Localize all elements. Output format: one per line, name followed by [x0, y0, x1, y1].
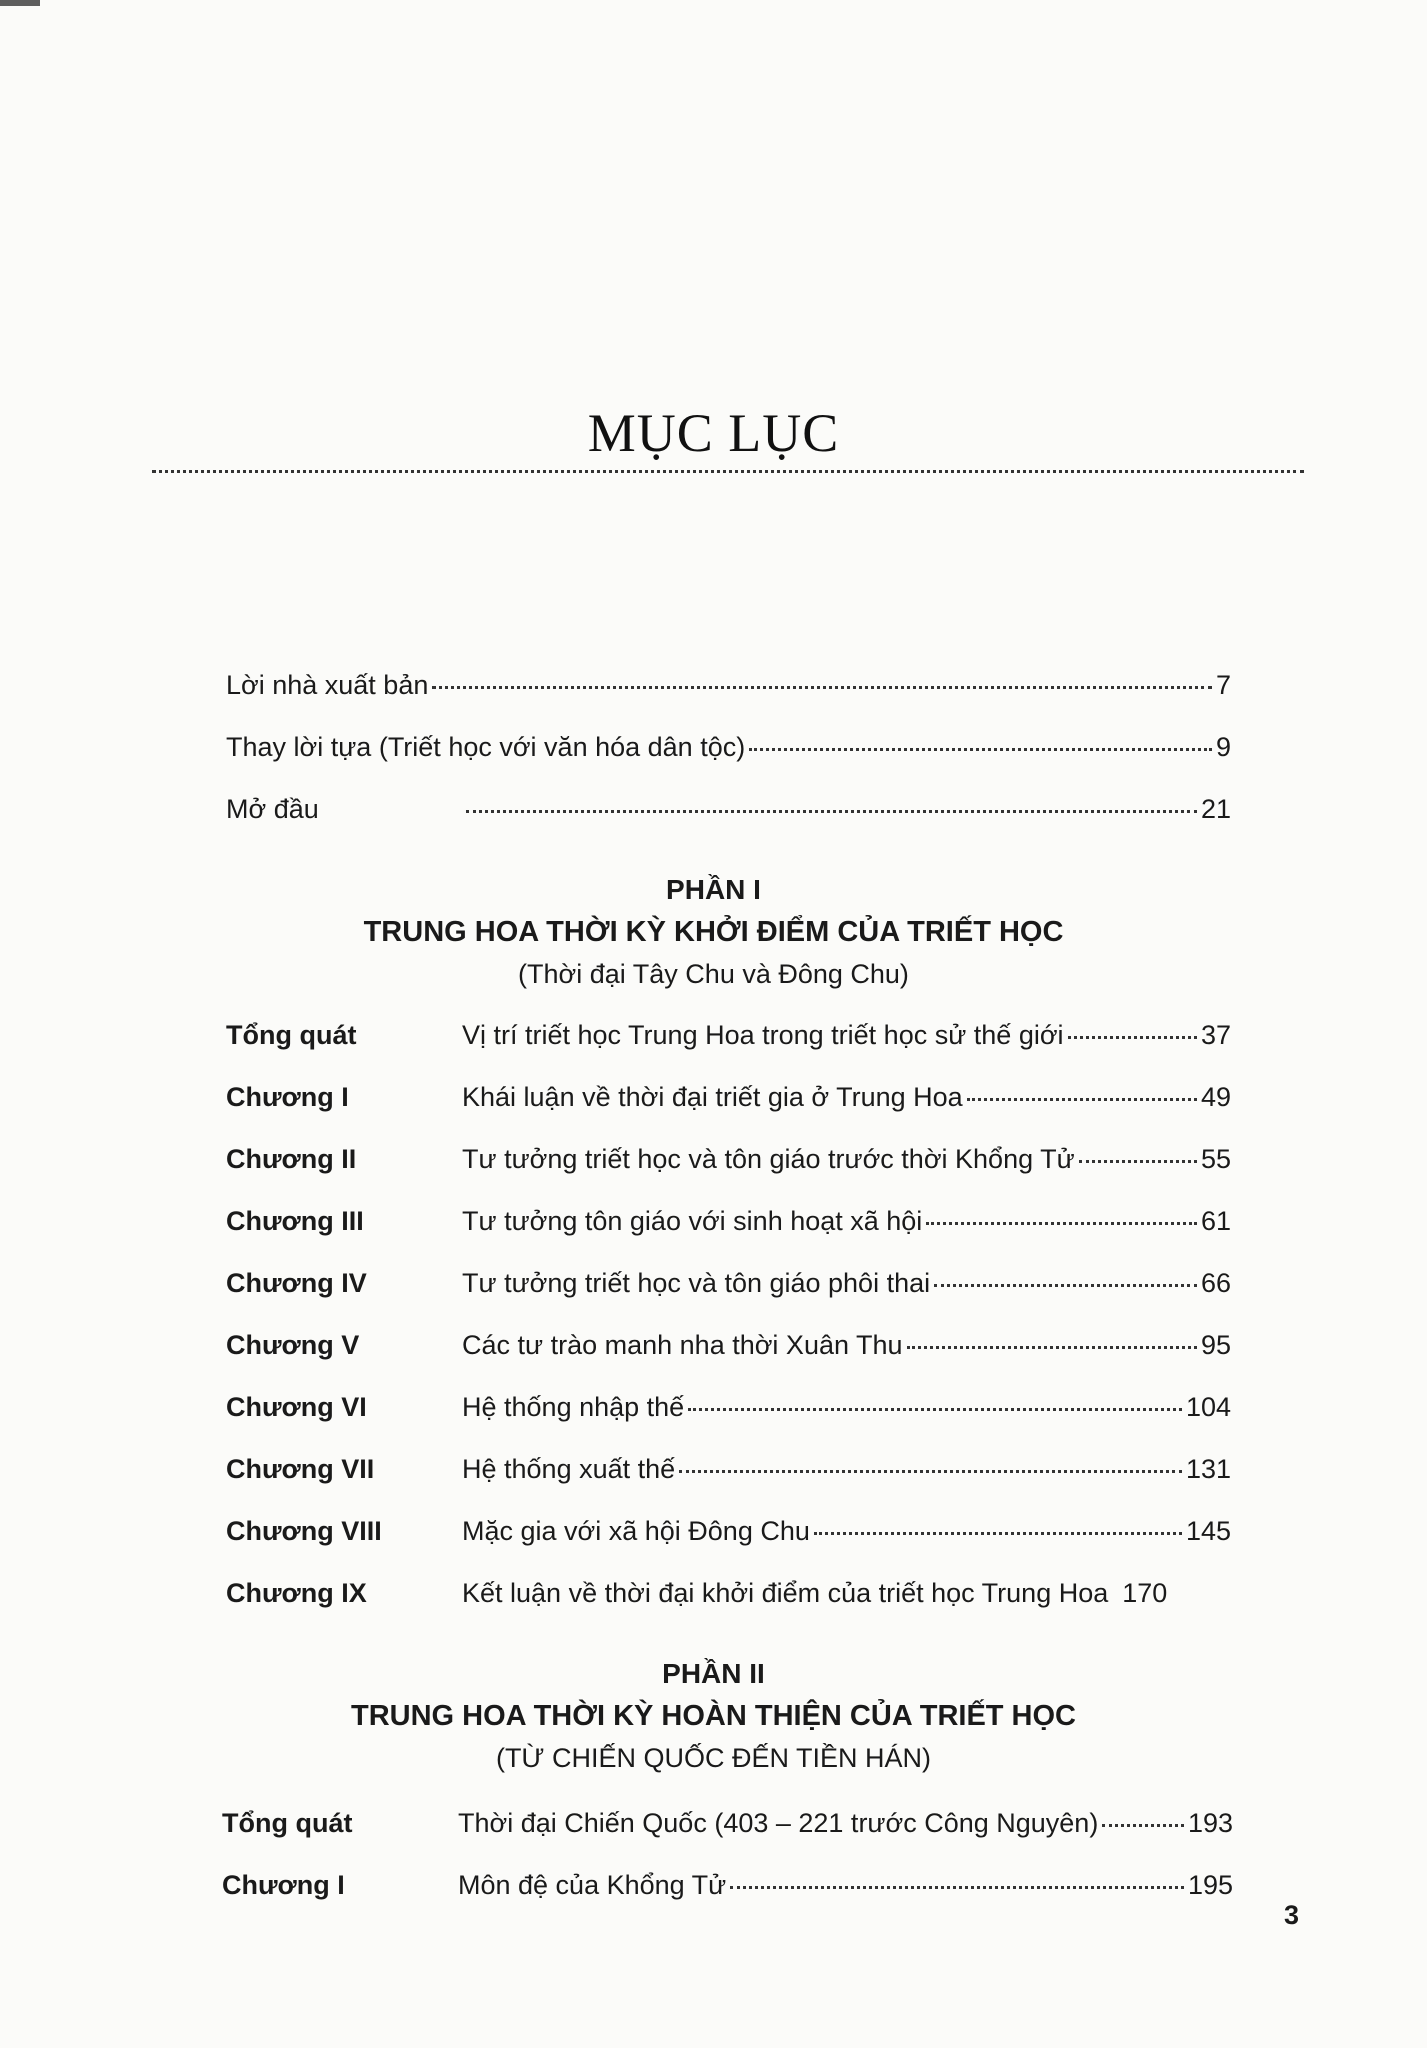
part2-number: PHẦN II	[662, 1658, 765, 1689]
toc-entry-text: Tư tưởng tôn giáo với sinh hoạt xã hội	[462, 1206, 923, 1236]
toc-entry-text: Hệ thống nhập thế	[462, 1392, 685, 1422]
toc-entry-text: Kết luận về thời đại khởi điểm của triết học Trung Hoa	[462, 1578, 1109, 1608]
part1-header	[0, 870, 1427, 994]
toc-entry-part1-3[interactable]	[226, 1144, 1231, 1184]
toc-entry-page: 9	[1215, 732, 1231, 762]
toc-entry-text: Hệ thống xuất thế	[462, 1454, 676, 1484]
part2-subtitle: (TỪ CHIẾN QUỐC ĐẾN TIỀN HÁN)	[495, 1743, 932, 1773]
toc-entry-label: Chương VIII	[226, 1516, 382, 1546]
dot-leader	[1079, 1160, 1197, 1163]
toc-entry-page: 49	[1200, 1082, 1231, 1112]
toc-entry-label: Chương IX	[226, 1578, 367, 1608]
toc-entry-page: 66	[1200, 1268, 1231, 1298]
toc-entry-part1-4[interactable]	[226, 1206, 1231, 1246]
toc-entry-text: Lời nhà xuất bản	[226, 670, 429, 700]
toc-entry-part1-6[interactable]	[226, 1330, 1231, 1370]
toc-entry-part2-2[interactable]	[222, 1870, 1233, 1910]
part1-subtitle: (Thời đại Tây Chu và Đông Chu)	[518, 959, 909, 989]
toc-entry-page: 195	[1187, 1870, 1233, 1900]
dot-leader	[688, 1408, 1182, 1411]
dot-leader	[814, 1532, 1182, 1535]
toc-entry-part1-9[interactable]	[226, 1516, 1231, 1556]
dot-leader	[1102, 1824, 1184, 1827]
title-dotted-rule	[152, 470, 1304, 473]
dot-leader	[730, 1886, 1184, 1889]
part1-title: TRUNG HOA THỜI KỲ KHỞI ĐIỂM CỦA TRIẾT HỌC	[363, 916, 1064, 948]
toc-entry-label: Mở đầu	[226, 794, 319, 824]
dot-leader	[934, 1284, 1197, 1287]
dot-leader	[1068, 1036, 1197, 1039]
toc-entry-part2-1[interactable]	[222, 1808, 1233, 1848]
dot-leader	[967, 1098, 1197, 1101]
toc-entry-page: 131	[1185, 1454, 1231, 1484]
toc-entry-text: Vị trí triết học Trung Hoa trong triết học sử thế giới	[462, 1020, 1064, 1050]
page-title: MỤC LỤC	[587, 403, 840, 463]
toc-entry-part1-2[interactable]	[226, 1082, 1231, 1122]
toc-entry-page: 95	[1200, 1330, 1231, 1360]
toc-entry-part1-7[interactable]	[226, 1392, 1231, 1432]
page-number: 3	[1284, 1900, 1300, 1930]
toc-entry-part1-1[interactable]	[226, 1020, 1231, 1060]
dot-leader	[749, 748, 1212, 751]
dot-leader	[679, 1470, 1182, 1473]
toc-entry-page: 145	[1185, 1516, 1231, 1546]
toc-entry-label: Chương V	[226, 1330, 360, 1360]
toc-entry-label: Chương I	[226, 1082, 349, 1112]
toc-entry-label: Chương III	[226, 1206, 364, 1236]
toc-entry-part1-5[interactable]	[226, 1268, 1231, 1308]
toc-entry-page: 21	[1200, 794, 1231, 824]
toc-entry-page: 37	[1200, 1020, 1231, 1050]
toc-entry-text: Các tư trào manh nha thời Xuân Thu	[462, 1330, 903, 1360]
toc-entry-page: 104	[1185, 1392, 1231, 1422]
toc-entry-text: Thời đại Chiến Quốc (403 – 221 trước Công Nguyên)	[458, 1808, 1099, 1838]
dot-leader	[926, 1222, 1197, 1225]
toc-entry-label: Chương IV	[226, 1268, 367, 1298]
toc-entry-text: Mặc gia với xã hội Đông Chu	[462, 1516, 810, 1546]
toc-entry-label: Chương VI	[226, 1392, 367, 1422]
toc-entry-label: Chương VII	[226, 1454, 375, 1484]
toc-entry-label: Tổng quát	[222, 1808, 353, 1838]
toc-entry-page: 193	[1187, 1808, 1233, 1838]
toc-entry-page: 55	[1200, 1144, 1231, 1174]
toc-entry-text: Thay lời tựa (Triết học với văn hóa dân tộc)	[226, 732, 746, 762]
toc-entry-page: 170	[1122, 1578, 1168, 1608]
dot-leader	[466, 810, 1197, 813]
toc-entry-part1-10[interactable]	[226, 1578, 1231, 1618]
toc-entry-front-3[interactable]	[226, 794, 1231, 834]
scan-edge-mark	[0, 0, 40, 6]
toc-entry-page: 7	[1215, 670, 1231, 700]
toc-entry-page: 61	[1200, 1206, 1231, 1236]
part1-number: PHẦN I	[666, 874, 761, 905]
part2-title: TRUNG HOA THỜI KỲ HOÀN THIỆN CỦA TRIẾT HỌC	[350, 1700, 1076, 1732]
toc-entry-label: Tổng quát	[226, 1020, 357, 1050]
toc-entry-part1-8[interactable]	[226, 1454, 1231, 1494]
dot-leader	[907, 1346, 1197, 1349]
toc-entry-label: Chương I	[222, 1870, 345, 1900]
toc-entry-text: Môn đệ của Khổng Tử	[458, 1870, 727, 1900]
toc-entry-front-2[interactable]	[226, 732, 1231, 772]
toc-entry-text: Khái luận về thời đại triết gia ở Trung Hoa	[462, 1082, 963, 1112]
toc-entry-front-1[interactable]	[226, 670, 1231, 710]
toc-entry-text: Tư tưởng triết học và tôn giáo phôi thai	[462, 1268, 931, 1298]
dot-leader	[432, 686, 1212, 689]
part2-header	[0, 1654, 1427, 1778]
toc-entry-label: Chương II	[226, 1144, 357, 1174]
toc-entry-text: Tư tưởng triết học và tôn giáo trước thời Khổng Tử	[462, 1144, 1075, 1174]
